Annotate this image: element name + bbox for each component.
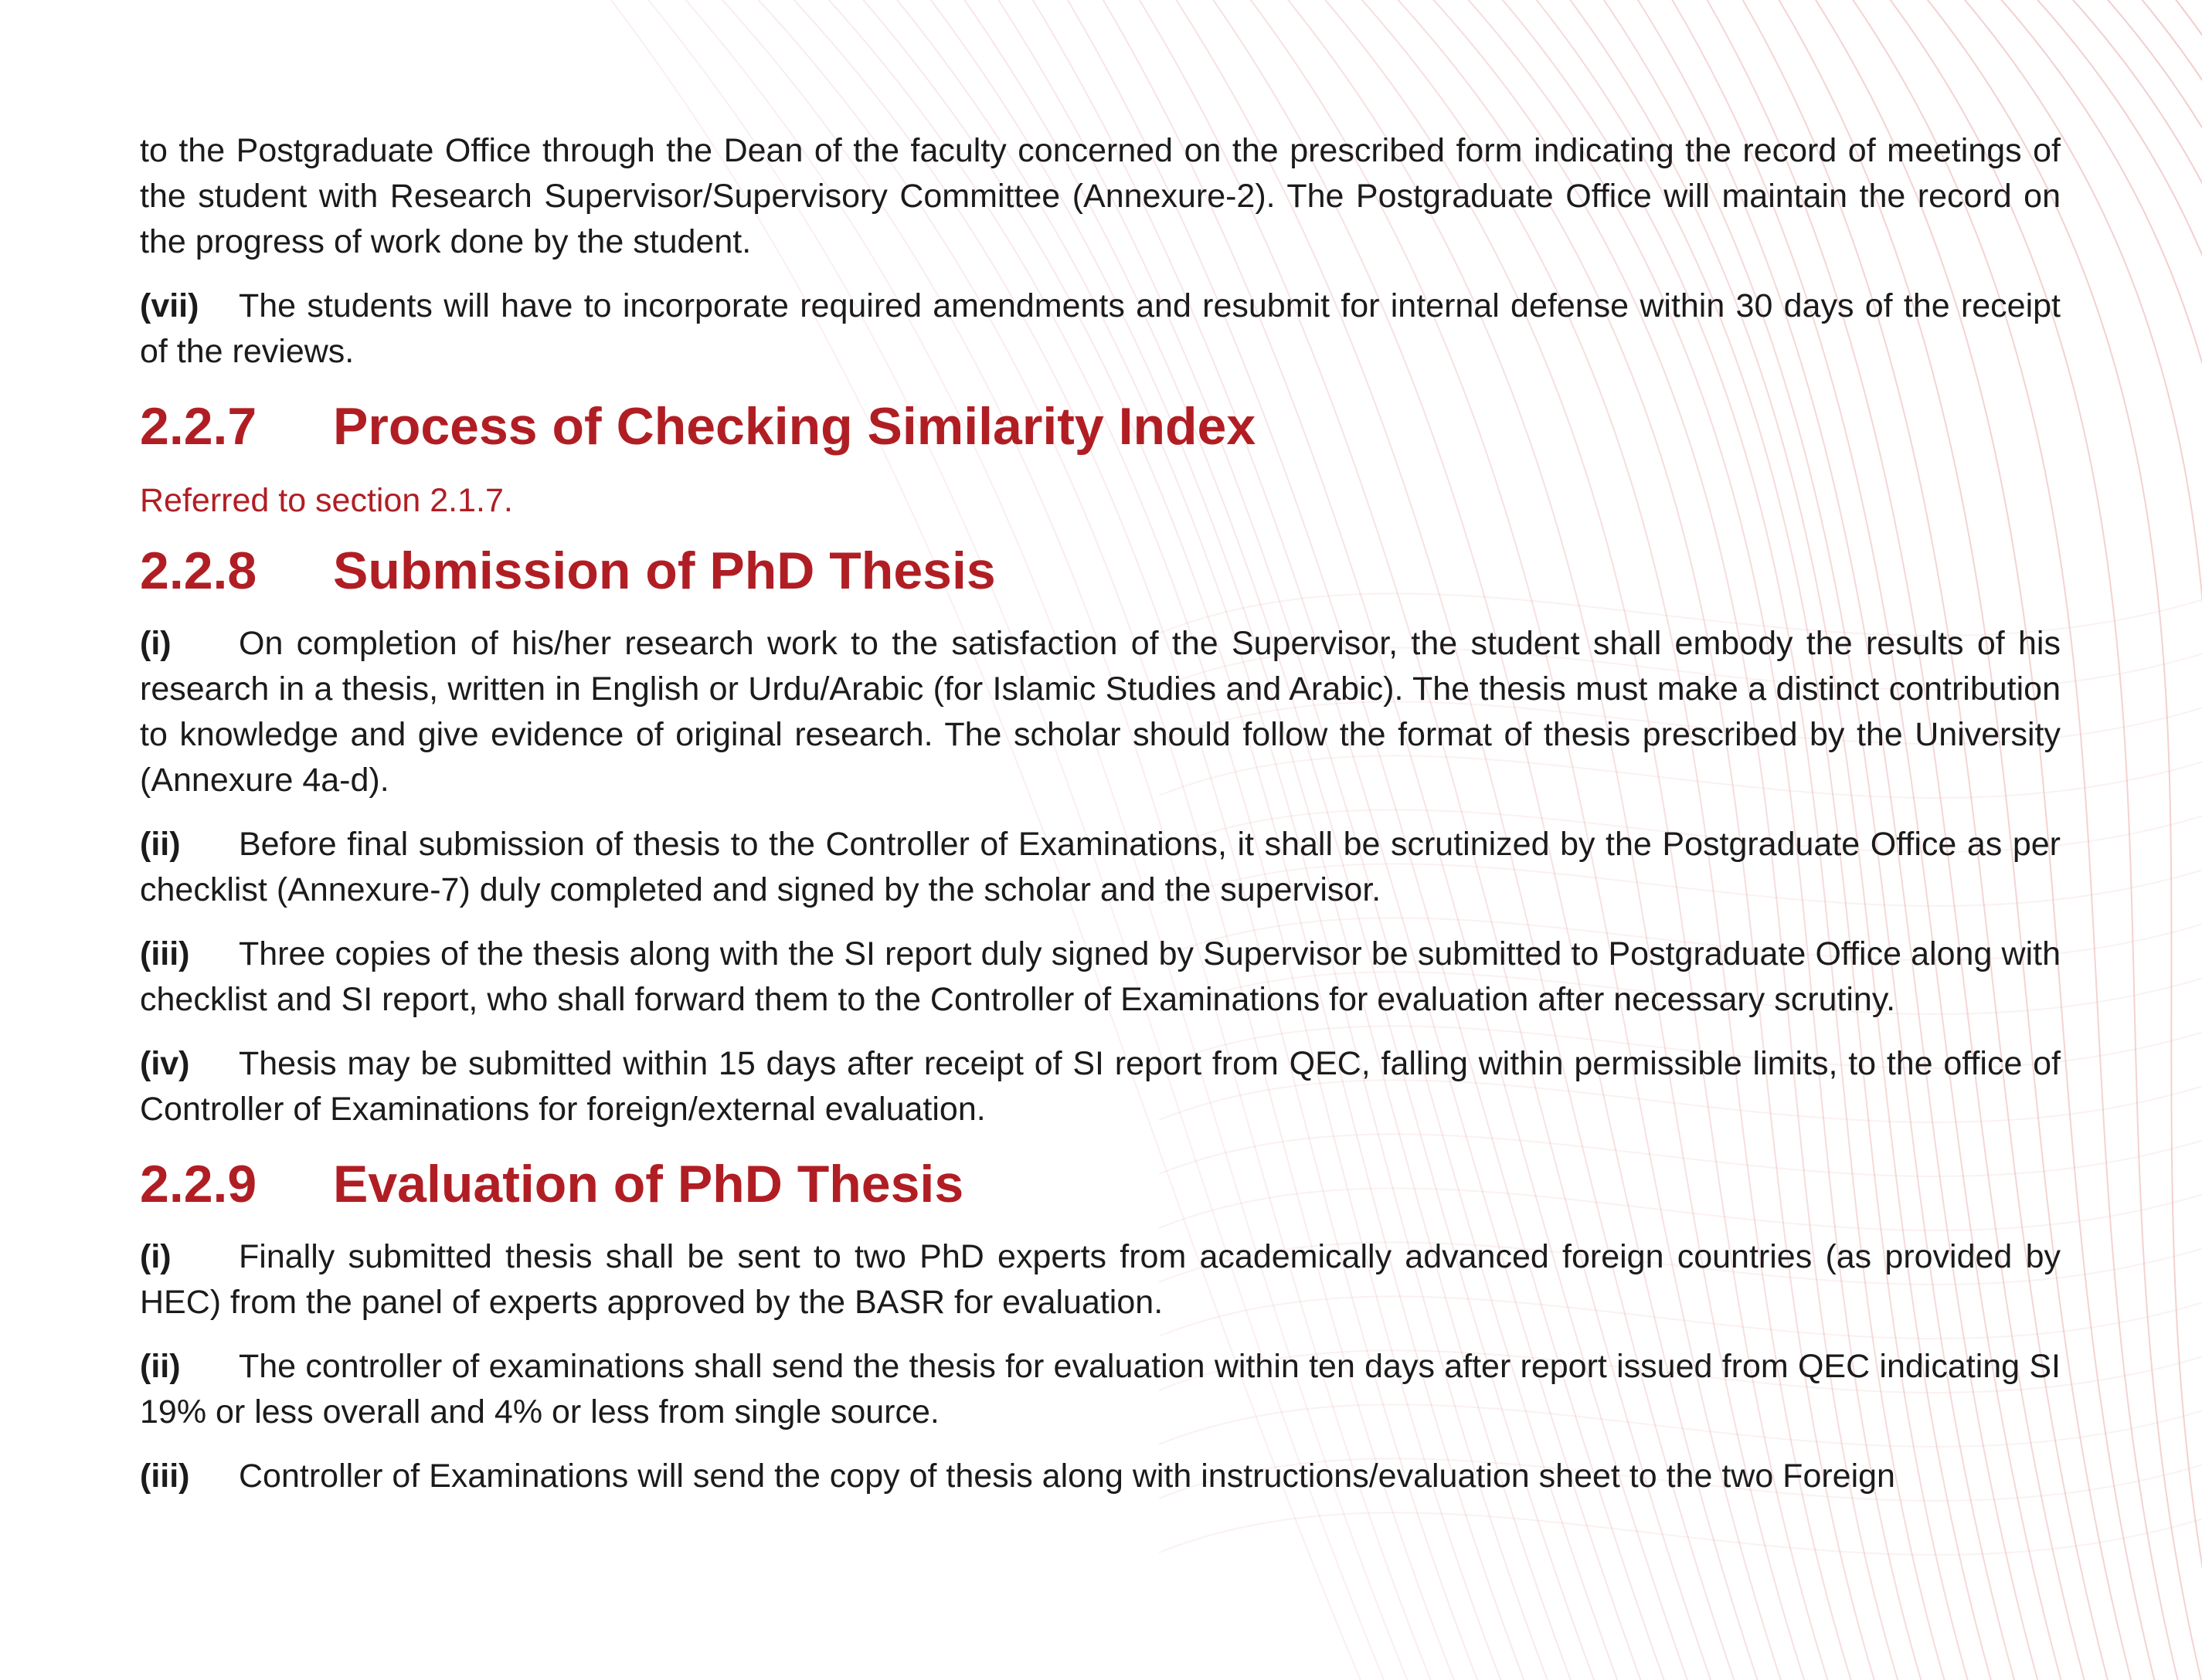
item-number: (ii) (140, 826, 181, 863)
item-number: (iii) (140, 1458, 190, 1495)
item-number: (ii) (140, 1348, 181, 1385)
item-number: (i) (140, 625, 172, 662)
wave-line (2187, 0, 2202, 1680)
item-text: Three copies of the thesis along with the SI report duly signed by Supervisor be submitted to Postgraduate Office along with checklist and SI report, who shall forward them to the Controller of Examinations for evaluation after necessary scrutiny. (140, 935, 2061, 1018)
list-item (140, 1454, 2061, 1499)
item-text: Finally submitted thesis shall be sent to two PhD experts from academically advanced foreign countries (as provided by HEC) from the panel of experts approved by the BASR for evaluation. (140, 1238, 2061, 1321)
section-heading-2-2-7 (140, 393, 2061, 460)
item-number: (iv) (140, 1045, 190, 1082)
item-text: Controller of Examinations will send the copy of thesis along with instructions/evaluation sheet to the two Foreign (239, 1458, 1895, 1495)
item-text: The controller of examinations shall send the thesis for evaluation within ten days after report issued from QEC indicating SI 19% or less overall and 4% or less from single source. (140, 1348, 2061, 1431)
item-text: The students will have to incorporate required amendments and resubmit for internal defense within 30 days of the receipt of the reviews. (140, 287, 2061, 370)
list-item (140, 1344, 2061, 1435)
document-page (140, 128, 2061, 1518)
list-item (140, 1234, 2061, 1325)
item-text: Before final submission of thesis to the Controller of Examinations, it shall be scrutinized by the Postgraduate Office as per checklist (Annexure-7) duly completed and signed by the scholar and the supervisor. (140, 826, 2061, 908)
item-text: Thesis may be submitted within 15 days after receipt of SI report from QEC, falling within permissible limits, to the office of Controller of Examinations for foreign/external evaluation. (140, 1045, 2061, 1128)
section-heading-2-2-8 (140, 538, 2061, 604)
item-number: (vii) (140, 287, 199, 324)
list-item (140, 621, 2061, 803)
list-item (140, 822, 2061, 913)
wave-line (2044, 0, 2202, 1680)
list-item-vii (140, 283, 2061, 375)
section-number: 2.2.8 (140, 541, 257, 600)
section-number: 2.2.9 (140, 1155, 257, 1213)
item-number: (i) (140, 1238, 172, 1275)
list-item (140, 1041, 2061, 1132)
list-item (140, 932, 2061, 1023)
section-title: Submission of PhD Thesis (333, 541, 996, 600)
item-text: On completion of his/her research work to the satisfaction of the Supervisor, the student shall embody the results of his research in a thesis, written in English or Urdu/Arabic (for Islamic Studies and Arabic). The thesis must make a distinct contribution to knowledge and give evidence of original research. The scholar should follow the format of thesis prescribed by the University (Annexure 4a-d). (140, 625, 2061, 799)
section-heading-2-2-9 (140, 1151, 2061, 1217)
item-number: (iii) (140, 935, 190, 972)
section-title: Process of Checking Similarity Index (333, 397, 1256, 456)
section-reference-note: Referred to section 2.1.7. (140, 482, 513, 519)
intro-paragraph: to the Postgraduate Office through the Dean of the faculty concerned on the prescribed form indicating the record of meetings of the student with Research Supervisor/Supervisory Committee (Annexure-2). The Postgraduate Office will maintain the record on the progress of work done by the student. (140, 132, 2061, 260)
section-number: 2.2.7 (140, 397, 257, 456)
section-title: Evaluation of PhD Thesis (333, 1155, 964, 1213)
